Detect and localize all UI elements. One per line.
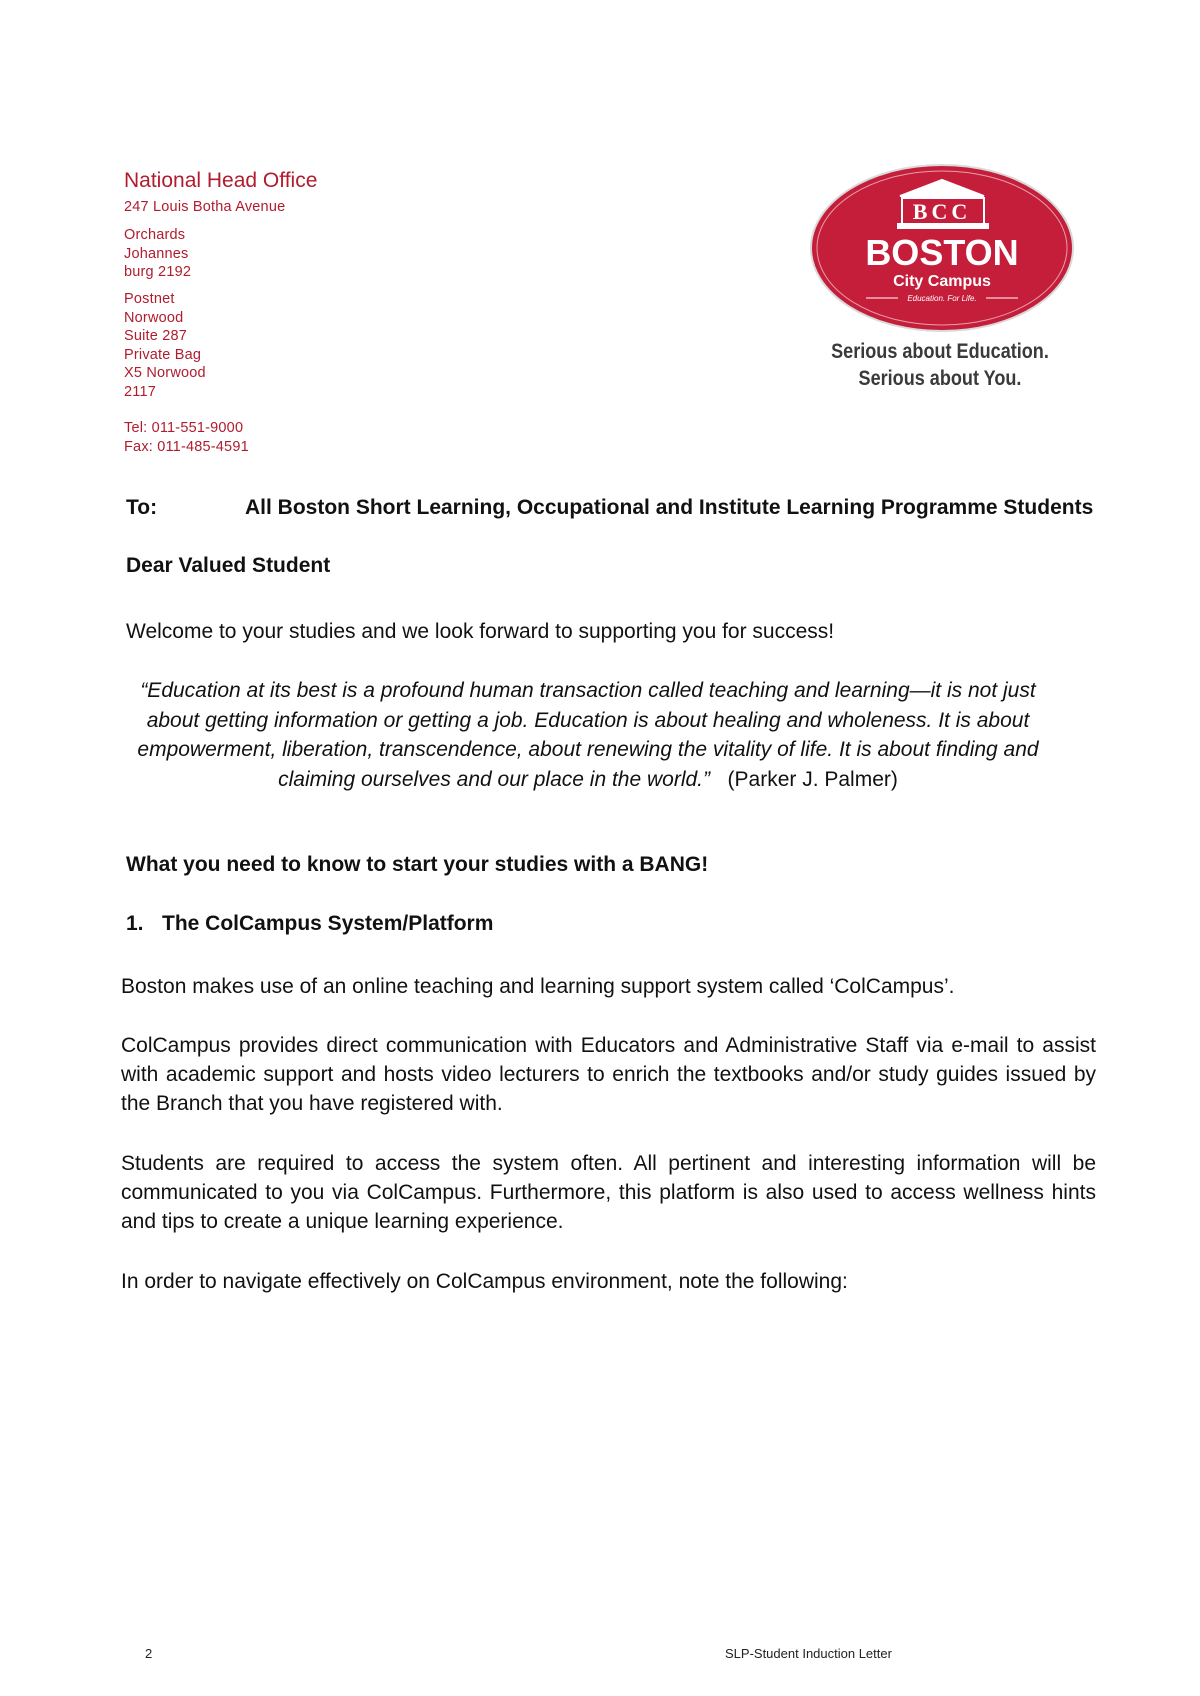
section-number: 1.	[126, 912, 144, 935]
address-line: Norwood	[124, 309, 184, 326]
postal-address	[124, 290, 206, 401]
paragraph: ColCampus provides direct communication with Educators and Administrative Staff via e-mail to assist with academic support and hosts video lecturers to enrich the textbooks and/or study guides issued by the Branch that you have registered with.	[121, 1034, 1096, 1115]
address-line: Postnet	[124, 291, 175, 307]
quote-block	[128, 676, 1048, 794]
address-line: Private Bag	[124, 346, 202, 363]
footer-doc-title: SLP-Student Induction Letter	[725, 1646, 892, 1661]
address-line: 2117	[124, 383, 156, 400]
tel-line: Tel: 011-551-9000	[124, 420, 244, 436]
welcome-line: Welcome to your studies and we look forward to supporting you for success!	[126, 620, 835, 643]
fax-line: Fax: 011-485-4591	[124, 438, 249, 455]
know-heading: What you need to know to start your studies with a BANG!	[126, 853, 709, 876]
address-line: burg 2192	[124, 264, 192, 280]
street-line: 247 Louis Botha Avenue	[124, 199, 286, 215]
office-title: National Head Office	[124, 169, 318, 192]
address-line: Orchards	[124, 227, 186, 243]
to-label: To:	[126, 496, 158, 519]
logo-motto: Education. For Life.	[907, 294, 977, 303]
paragraph: Students are required to access the system often. All pertinent and interesting information will be communicated to you via ColCampus. Furthermore, this platform is also used to access wellness hints and tips to create a unique learning experience.	[121, 1152, 1096, 1233]
paragraph: Boston makes use of an online teaching and learning support system called ‘ColCampus’.	[121, 975, 955, 998]
quote-text: “Education at its best is a profound human transaction called teaching and learning—it is not just about getting information or getting a job. Education is about healing and wholeness. It is about empowerment, liberation, transcendence, about renewing the vitality of life. It is about finding and claiming ourselves and our place in the world.”	[137, 679, 1039, 791]
logo-name: BOSTON	[865, 232, 1019, 273]
quote-author: (Parker J. Palmer)	[727, 767, 898, 791]
street-address	[124, 198, 285, 217]
section-heading	[126, 912, 493, 936]
contact-block	[124, 419, 249, 456]
logo-monogram: BCC	[912, 199, 972, 224]
address-line: X5 Norwood	[124, 365, 206, 381]
page-number: 2	[145, 1646, 153, 1661]
logo-tagline	[811, 338, 1069, 392]
logo-subname: City Campus	[893, 273, 991, 290]
suburb-address	[124, 226, 191, 282]
paragraph: In order to navigate effectively on ColCampus environment, note the following:	[121, 1270, 848, 1293]
recipient: All Boston Short Learning, Occupational and Institute Learning Programme Students	[245, 496, 1094, 519]
boston-city-campus-logo	[808, 162, 1076, 334]
address-line: Johannes	[124, 245, 189, 262]
tagline-line: Serious about Education.	[831, 340, 1049, 363]
salutation: Dear Valued Student	[126, 554, 331, 577]
section-title: The ColCampus System/Platform	[162, 912, 494, 935]
tagline-line: Serious about You.	[858, 367, 1022, 390]
address-line: Suite 287	[124, 328, 188, 344]
